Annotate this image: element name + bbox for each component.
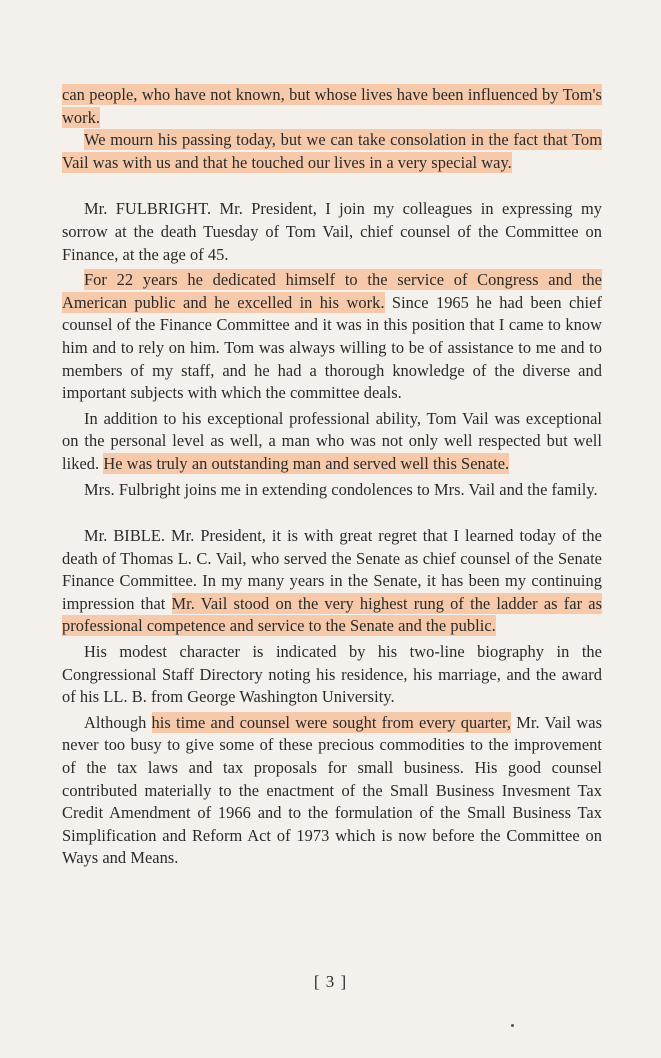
text-run: Mr. BIBLE. Mr. President, it is with great regret that I learned today of the death of Thomas L. C. Vail, who served the Senate as chief counsel of the Senate Finance Committee. In my many years in the Senate, it has been my continuing impression that [62,526,602,613]
paragraph-biography [62,641,602,709]
text-run: Mr. FULBRIGHT. Mr. President, I join my colleagues in expressing my sorrow at the death Tuesday of Tom Vail, chief counsel of the Committee on Finance, at the age of 45. [62,199,602,264]
page-number: [ 3 ] [313,972,348,991]
highlighted-run: Mr. Vail stood on the very highest rung of the ladder as far as professional competence and service to the Senate and the public. [62,593,602,636]
paragraph-service [62,269,602,405]
ink-speck [511,1024,514,1027]
paragraph-fulbright-statement [62,198,602,266]
text-run: His modest character is indicated by his two-line biography in the Congressional Staff Directory noting his residence, his marriage, and the award of his LL. B. from George Washington University. [62,642,602,707]
paragraph-bible-statement [62,525,602,638]
text-run: Mrs. Fulbright joins me in extending condolences to Mrs. Vail and the family. [84,479,598,499]
paragraph-small-business [62,712,602,870]
paragraph-2 [62,129,602,174]
highlighted-run: his time and counsel were sought from every quarter, [151,712,512,732]
page-body [62,84,602,870]
text-run: Although [84,712,152,732]
highlighted-run: We mourn his passing today, but we can take consolation in the fact that Tom Vail was with us and that he touched our lives in a very special way. [62,130,602,172]
highlighted-run: He was truly an outstanding man and served well this Senate. [103,453,510,473]
paragraph-personal [62,408,602,476]
paragraph-1 [62,84,602,129]
text-run: Since 1965 he had been chief counsel of the Finance Committee and it was in this position that I came to know him and to rely on him. Tom was always willing to be of assistance to me and to members of my staff, and he had a thorough knowledge of the diverse and important subjects with which the committee deals. [62,292,602,403]
text-run: In addition to his exceptional professional ability, Tom Vail was exceptional on the personal level as well, a man who was not only well respected but well liked. [62,408,602,473]
highlighted-run: For 22 years he dedicated himself to the service of Congress and the American public and he excelled in his work. [62,270,602,312]
text-run: Mr. Vail was never too busy to give some of these precious commodities to the improvement of the tax laws and tax proposals for small business. His good counsel contributed materially to the enactment of the Small Business Invesment Tax Credit Amendment of 1966 and to the formulation of the Small Business Tax Simplification and Reform Act of 1973 which is now before the Committee on Ways and Means. [62,712,603,868]
paragraph-condolences [62,479,602,502]
highlighted-run: can people, who have not known, but whose lives have been influenced by Tom's work. [62,85,602,127]
